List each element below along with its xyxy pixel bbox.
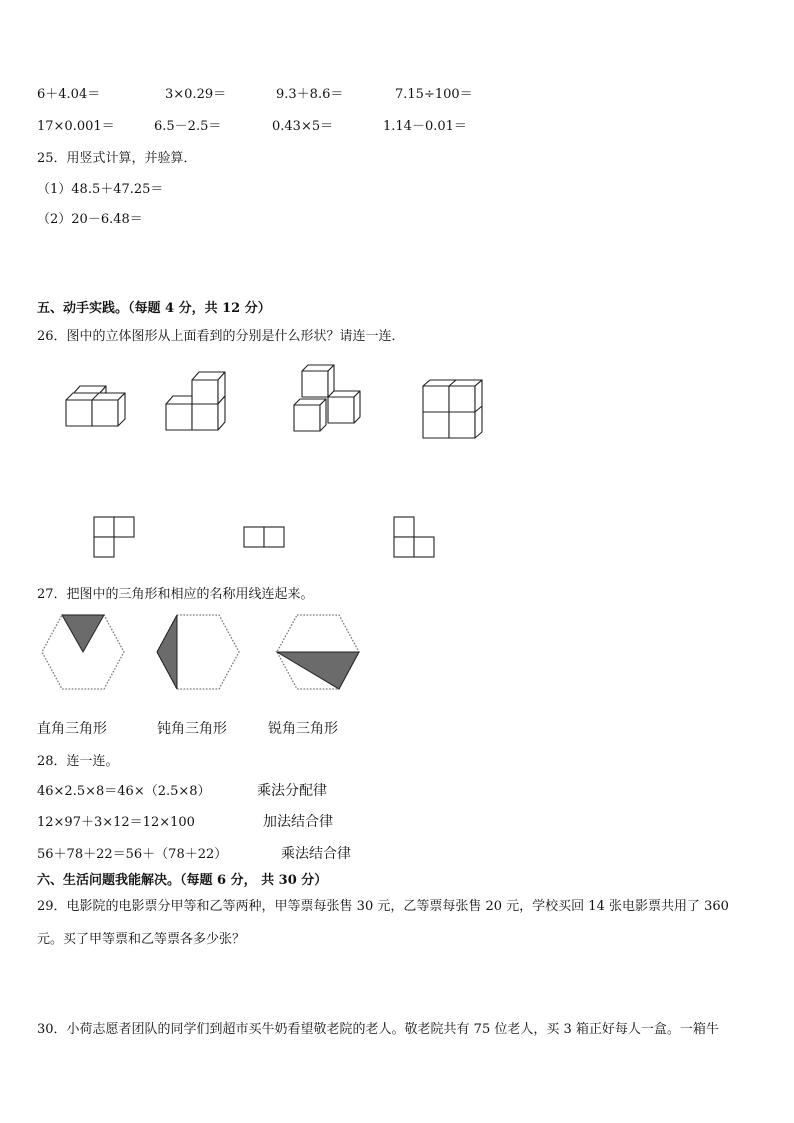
solid-figure-3 <box>288 363 368 435</box>
top-view-figure-3 <box>393 516 437 558</box>
top-view-figure-2 <box>243 526 287 550</box>
question-30-line-1: 30．小荷志愿者团队的同学们到超市买牛奶看望敬老院的老人。敬老院共有 75 位老人，买 3 箱正好每人一盒。一箱牛 <box>37 1022 719 1037</box>
question-25-title: 25．用竖式计算，并验算． <box>37 151 197 166</box>
triangle-name-right: 直角三角形 <box>37 721 107 737</box>
calc-item: 6＋4.04＝ <box>37 87 101 102</box>
question-26-title: 26．图中的立体图形从上面看到的分别是什么形状？请连一连． <box>37 329 405 344</box>
solid-figure-4 <box>418 376 488 442</box>
question-25-item-2: （2）20－6.48＝ <box>37 212 143 227</box>
calc-item: 0.43×5＝ <box>272 119 334 134</box>
triangle-name-acute: 锐角三角形 <box>268 721 338 737</box>
question-28-title: 28．连一连。 <box>37 754 119 769</box>
calc-item: 9.3＋8.6＝ <box>276 87 344 102</box>
hexagon-figure-2 <box>153 612 243 692</box>
section-5-heading: 五、动手实践。（每题 4 分，共 12 分） <box>37 301 271 316</box>
question-25-item-1: （1）48.5＋47.25＝ <box>37 182 164 197</box>
question-29-line-2: 元。买了甲等票和乙等票各多少张？ <box>37 932 246 947</box>
triangle-name-obtuse: 钝角三角形 <box>157 721 227 737</box>
law-label-1: 乘法分配律 <box>257 783 327 799</box>
calc-item: 7.15÷100＝ <box>395 87 473 102</box>
question-27-title: 27．把图中的三角形和相应的名称用线连起来。 <box>37 587 314 602</box>
equation-1: 46×2.5×8＝46×（2.5×8） <box>37 784 211 799</box>
calc-item: 1.14－0.01＝ <box>383 119 467 134</box>
calc-item: 17×0.001＝ <box>37 119 115 134</box>
calc-item: 6.5－2.5＝ <box>154 119 222 134</box>
law-label-3: 乘法结合律 <box>281 846 351 862</box>
section-6-heading: 六、生活问题我能解决。（每题 6 分， 共 30 分） <box>37 873 328 888</box>
question-29-line-1: 29．电影院的电影票分甲等和乙等两种，甲等票每张售 30 元，乙等票每张售 20 元，学校买回 14 张电影票共用了 360 <box>37 899 729 914</box>
hexagon-figure-1 <box>38 612 128 692</box>
solid-figure-1 <box>60 380 130 432</box>
law-label-2: 加法结合律 <box>263 814 333 830</box>
equation-3: 56＋78＋22＝56＋（78＋22） <box>37 847 228 862</box>
calc-item: 3×0.29＝ <box>165 87 227 102</box>
equation-2: 12×97＋3×12＝12×100 <box>37 815 195 830</box>
hexagon-figure-3 <box>273 612 363 692</box>
top-view-figure-1 <box>93 516 137 558</box>
solid-figure-2 <box>160 368 230 434</box>
